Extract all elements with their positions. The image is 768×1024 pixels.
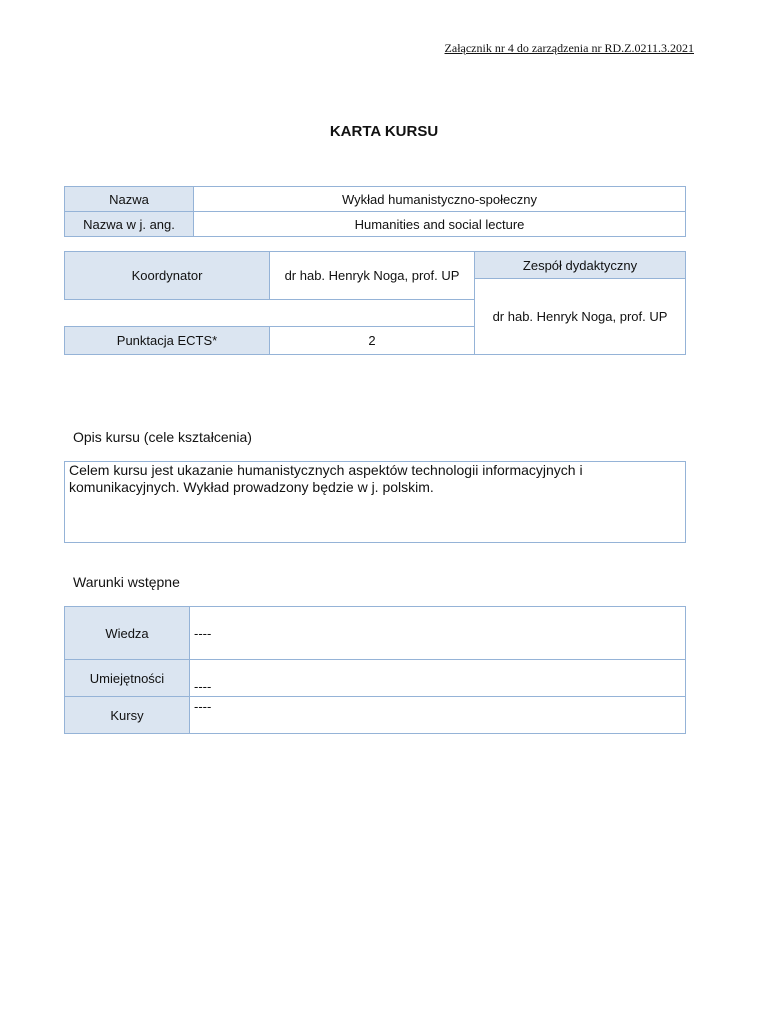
prerequisites-table (64, 606, 686, 734)
coordinator-label: Koordynator (65, 252, 270, 300)
table-row (65, 607, 686, 660)
annex-note: Załącznik nr 4 do zarządzenia nr RD.Z.0211.3.2021 (444, 41, 694, 55)
table-row (65, 187, 686, 212)
team-label: Zespół dydaktyczny (475, 252, 686, 279)
spacer-cell (65, 300, 475, 327)
table-row (65, 697, 686, 734)
skills-label: Umiejętności (65, 660, 190, 697)
courses-value: ---- (190, 697, 686, 734)
coordinator-value: dr hab. Henryk Noga, prof. UP (270, 252, 475, 300)
skills-value: ---- (190, 660, 686, 697)
course-name-table (64, 186, 686, 237)
ects-label: Punktacja ECTS* (65, 327, 270, 355)
name-en-value: Humanities and social lecture (194, 212, 686, 237)
ects-value: 2 (270, 327, 475, 355)
description-box: Celem kursu jest ukazanie humanistycznych aspektów technologii informacyjnych i komunikacyjnych. Wykład prowadzony będzie w j. polskim. (64, 461, 686, 543)
table-row (65, 660, 686, 697)
courses-label: Kursy (65, 697, 190, 734)
knowledge-value: ---- (190, 607, 686, 660)
team-value: dr hab. Henryk Noga, prof. UP (475, 279, 686, 355)
name-en-label: Nazwa w j. ang. (65, 212, 194, 237)
name-label: Nazwa (65, 187, 194, 212)
table-row (65, 212, 686, 237)
coordinator-table (64, 251, 686, 355)
name-value: Wykład humanistyczno-społeczny (194, 187, 686, 212)
description-heading: Opis kursu (cele kształcenia) (73, 429, 252, 445)
table-row (65, 252, 686, 279)
knowledge-label: Wiedza (65, 607, 190, 660)
page-title: KARTA KURSU (329, 123, 439, 140)
prerequisites-heading: Warunki wstępne (73, 574, 180, 590)
